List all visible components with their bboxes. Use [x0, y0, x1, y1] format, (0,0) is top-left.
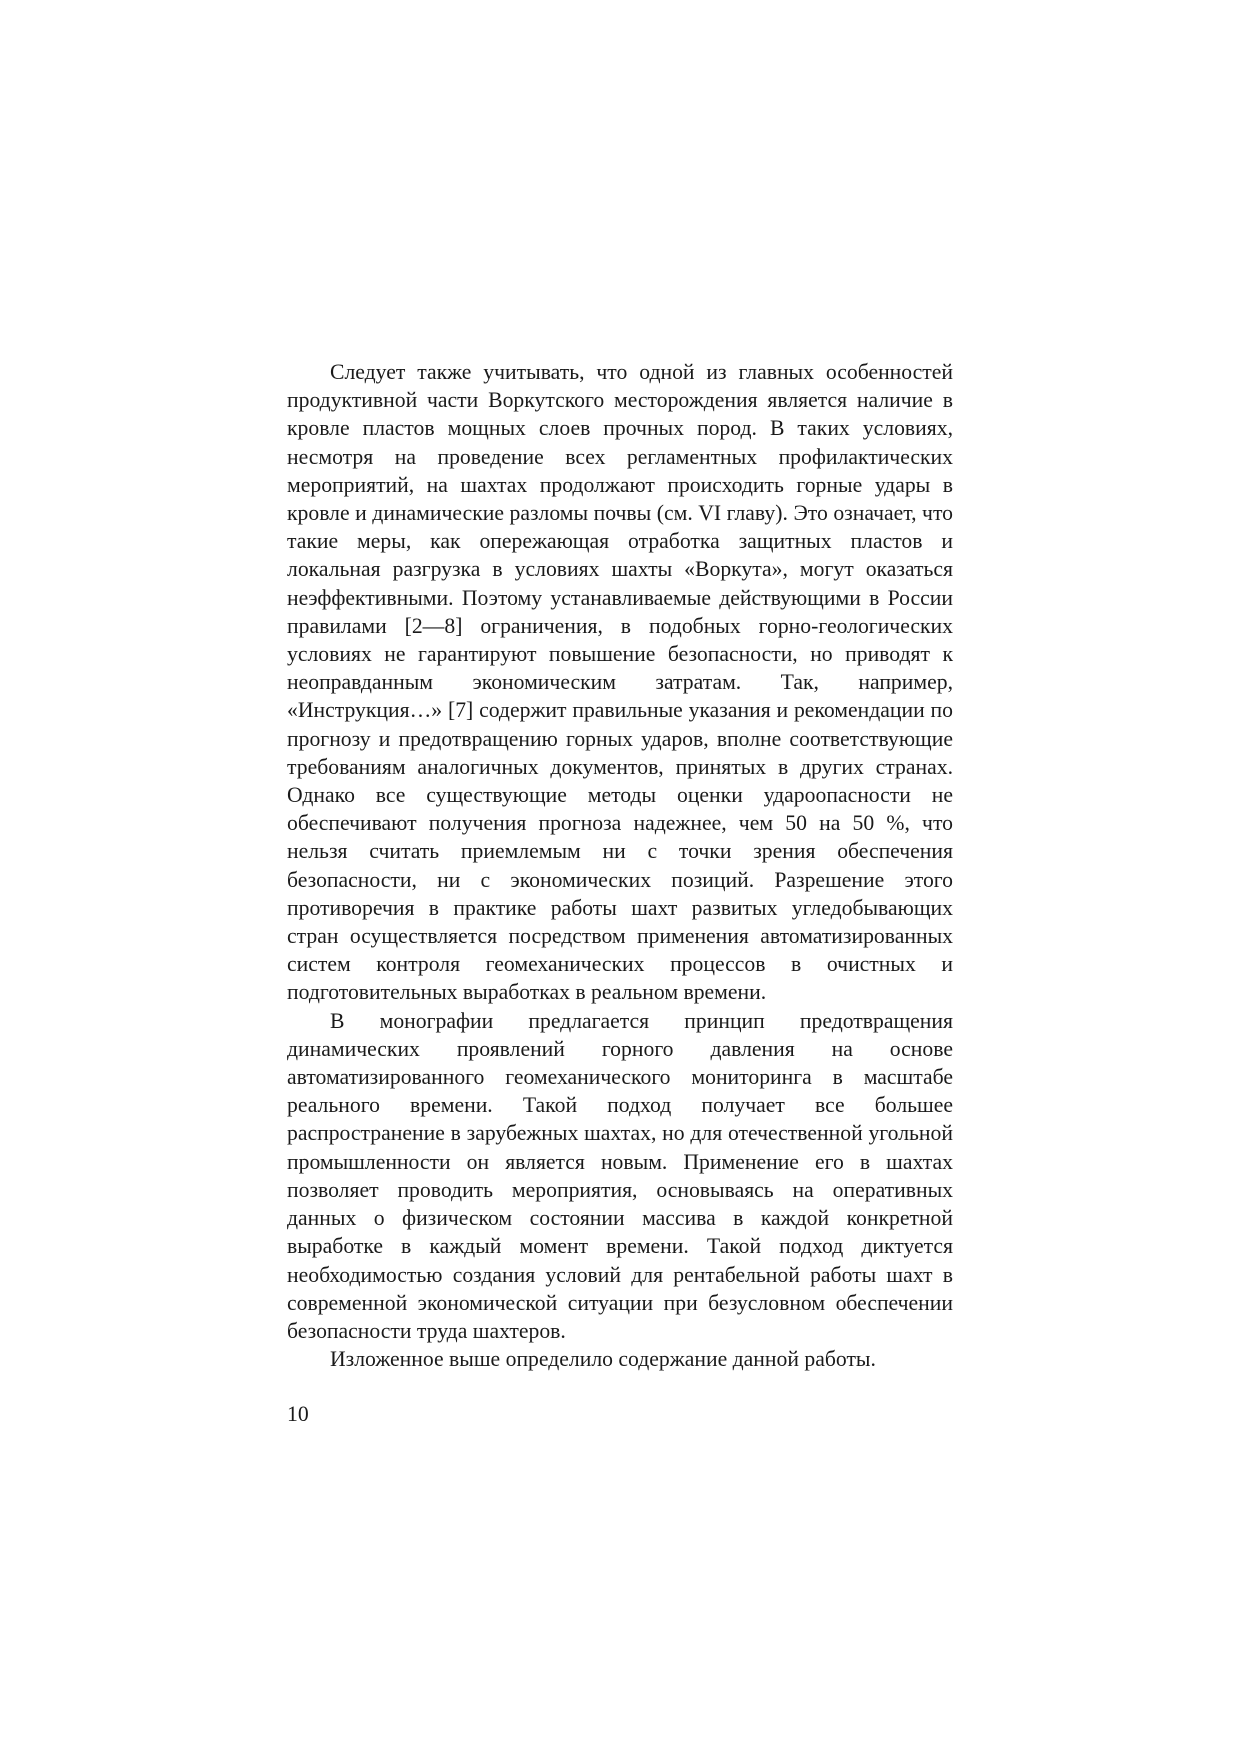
page-number: 10 — [287, 1402, 309, 1426]
paragraph-2: В монографии предлагается принцип предотвращения динамических проявлений горного давления на основе автоматизированного геомеханического мониторинга в масштабе реального времени. Такой подход получает все большее распространение в зарубежных шахтах, но для отечественной угольной промышленности он является новым. Применение его в шахтах позволяет проводить мероприятия, основываясь на оперативных данных о физическом состоянии массива в каждой конкретной выработке в каждый момент времени. Такой подход диктуется необходимостью создания условий для рентабельной работы шахт в современной экономической ситуации при безусловном обеспечении безопасности труда шахтеров. — [287, 1008, 953, 1343]
paragraph-1: Следует также учитывать, что одной из главных особенностей продуктивной части Воркутского месторождения является наличие в кровле пластов мощных слоев прочных пород. В таких условиях, несмотря на проведение всех регламентных профилактических мероприятий, на шахтах продолжают происходить горные удары в кровле и динамические разломы почвы (см. VI главу). Это означает, что такие меры, как опережающая отработка защитных пластов и локальная разгрузка в условиях шахты «Воркута», могут оказаться неэффективными. Поэтому устанавливаемые действующими в России правилами [2—8] ограничения, в подобных горно-геологических условиях не гарантируют повышение безопасности, но приводят к неоправданным экономическим затратам. Так, например, «Инструкция…» [7] содержит правильные указания и рекомендации по прогнозу и предотвращению горных ударов, вполне соответствующие требованиям аналогичных документов, принятых в других странах. Однако все существующие методы оценки удароопасности не обеспечивают получения прогноза надежнее, чем 50 на 50 %, что нельзя считать приемлемым ни с точки зрения обеспечения безопасности, ни с экономических позиций. Разрешение этого противоречия в практике работы шахт развитых угледобывающих стран осуществляется посредством применения автоматизированных систем контроля геомеханических процессов в очистных и подготовительных выработках в реальном времени. — [287, 360, 953, 1005]
paragraph-3: Изложенное выше определило содержание данной работы. — [330, 1347, 876, 1372]
body-text — [287, 358, 953, 1373]
